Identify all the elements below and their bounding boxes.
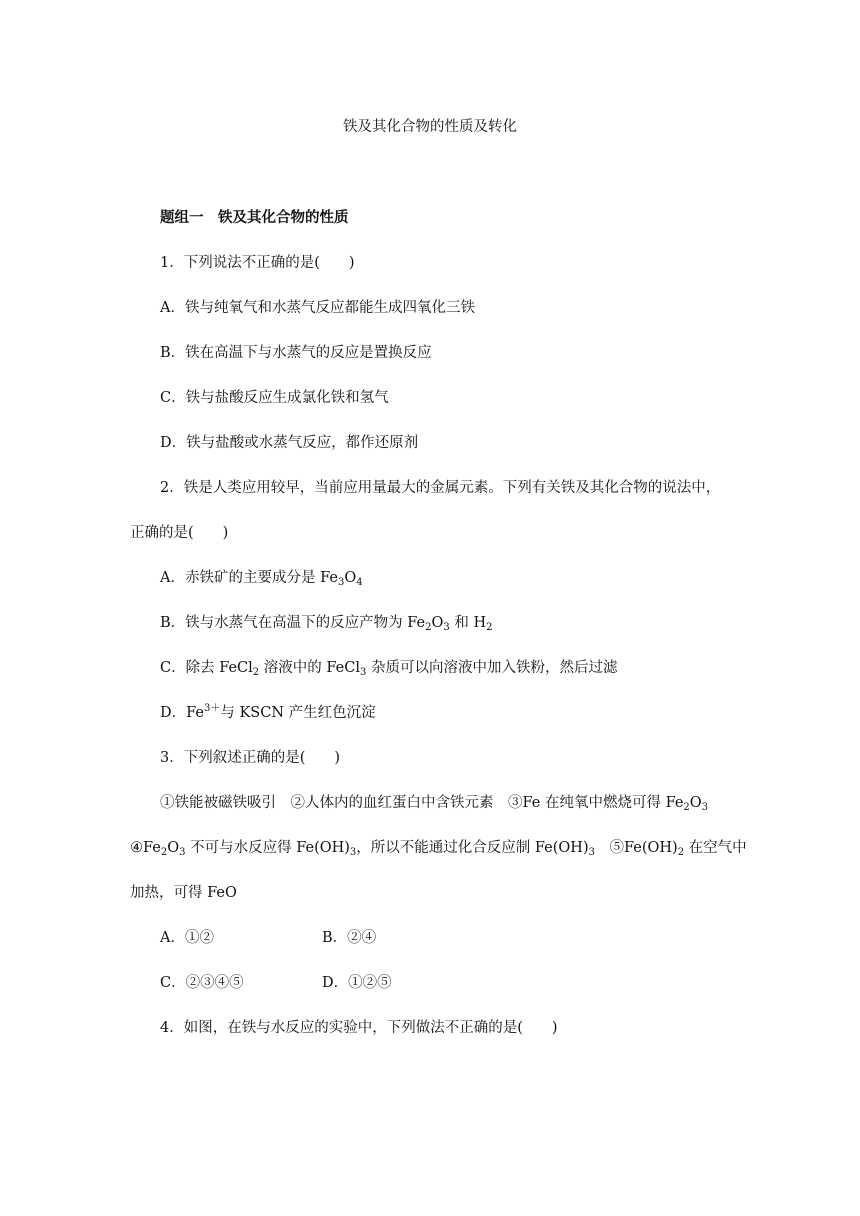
- q2-b-o: O: [431, 615, 444, 631]
- q2-c-mid: 溶液中的 FeCl: [259, 660, 360, 676]
- sub-4: 4: [356, 577, 363, 588]
- q2-stem-line1: 2．铁是人类应用较早，当前应用量最大的金属元素。下列有关铁及其化合物的说法中，: [160, 480, 721, 496]
- sub-2: 2: [252, 667, 260, 678]
- q2-stem-line2: 正确的是( ): [130, 525, 229, 541]
- sub-2: 2: [677, 847, 685, 858]
- q3-s2b: 不可与水反应得 Fe(OH): [185, 840, 350, 856]
- q1-option-b: B．铁在高温下与水蒸气的反应是置换反应: [160, 345, 432, 361]
- q2-c-text: C．除去 FeCl: [160, 660, 253, 676]
- q2-option-b: [160, 613, 493, 633]
- q1-option-d: D．铁与盐酸或水蒸气反应，都作还原剂: [160, 435, 419, 451]
- q3-s2e: 在空气中: [684, 840, 747, 856]
- q3-s2d: ⑤Fe(OH): [594, 840, 678, 856]
- q2-b-mid: 和 H: [449, 615, 487, 631]
- q2-d-text: D．Fe: [160, 705, 204, 721]
- sub-3: 3: [588, 847, 595, 858]
- q2-c-post: 杂质可以向溶液中加入铁粉，然后过滤: [366, 660, 618, 676]
- q3-option-b: B．②④: [322, 930, 377, 946]
- q2-d-post: 与 KSCN 产生红色沉淀: [220, 705, 376, 721]
- q3-options-row1: [160, 928, 560, 948]
- q3-s1-text: ①铁能被磁铁吸引 ②人体内的血红蛋白中含铁元素 ③Fe 在纯氧中燃烧可得 Fe: [160, 795, 684, 811]
- q3-s2a: ④Fe: [130, 840, 161, 856]
- q3-option-d: D．①②⑤: [322, 975, 392, 991]
- q2-a-text: A．赤铁矿的主要成分是 Fe: [160, 570, 338, 586]
- q2-option-d: [160, 703, 376, 723]
- q3-stem: 3．下列叙述正确的是( ): [160, 750, 341, 766]
- sub-3: 3: [179, 847, 186, 858]
- sub-2: 2: [486, 622, 493, 633]
- q3-s2-o: O: [167, 840, 180, 856]
- q2-option-c: [160, 658, 617, 678]
- q2-option-a: [160, 568, 363, 588]
- q3-options-row2: [160, 973, 560, 993]
- sub-3: 3: [359, 667, 367, 678]
- sub-3: 3: [701, 802, 709, 813]
- q2-b-text: B．铁与水蒸气在高温下的反应产物为 Fe: [160, 615, 426, 631]
- q4-stem: 4．如图，在铁与水反应的实验中，下列做法不正确的是( ): [160, 1020, 558, 1036]
- q3-s1-o: O: [689, 795, 702, 811]
- q3-statement-line2: [130, 838, 747, 858]
- sub-2: 2: [425, 622, 432, 633]
- q1-option-a: A．铁与纯氧气和水蒸气反应都能生成四氧化三铁: [160, 300, 475, 316]
- q3-s2c: ，所以不能通过化合反应制 Fe(OH): [356, 840, 589, 856]
- q1-option-c: C．铁与盐酸反应生成氯化铁和氢气: [160, 390, 389, 406]
- q3-option-c: C．②③④⑤: [160, 975, 244, 991]
- q3-option-a: A．①②: [160, 930, 214, 946]
- sub-3: 3: [337, 577, 345, 588]
- q3-statement-line1: [160, 793, 708, 813]
- q2-a-o: O: [344, 570, 357, 586]
- sub-3: 3: [443, 622, 450, 633]
- group1-heading: 题组一 铁及其化合物的性质: [160, 209, 349, 226]
- q3-statement-line3: 加热，可得 FeO: [130, 885, 237, 901]
- sub-2: 2: [160, 847, 168, 858]
- page-title: 铁及其化合物的性质及转化: [343, 119, 517, 135]
- q1-stem: 1．下列说法不正确的是( ): [160, 255, 355, 271]
- sub-2: 2: [683, 802, 690, 813]
- sub-3: 3: [349, 847, 357, 858]
- sup-3-plus: 3＋: [203, 703, 221, 714]
